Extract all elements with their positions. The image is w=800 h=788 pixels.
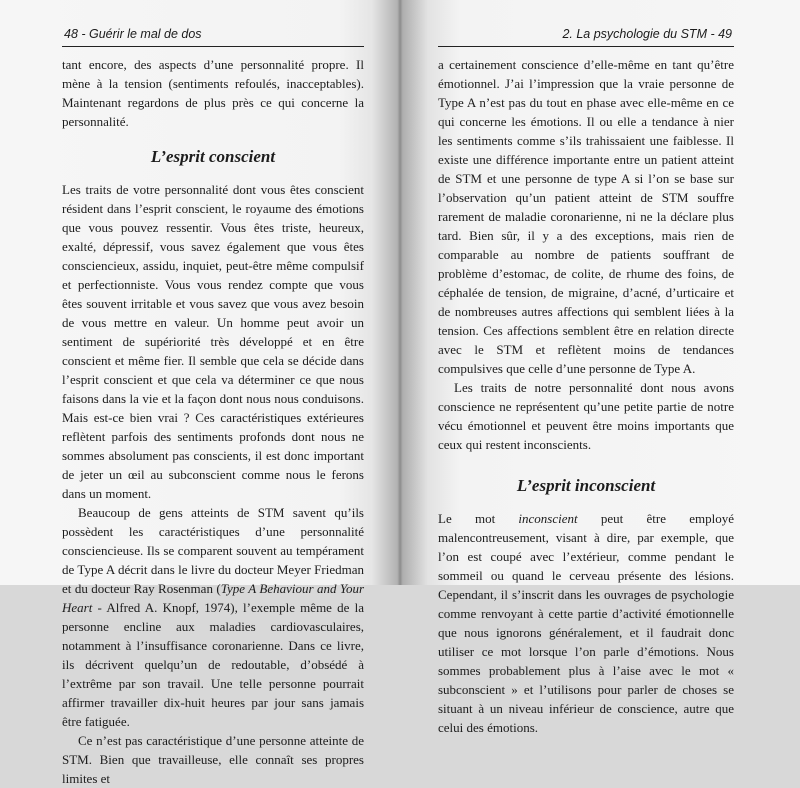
italic-word: inconscient (518, 511, 578, 526)
left-paragraph-3: Ce n’est pas caractéristique d’une personne atteinte de STM. Bien que travailleuse, elle connaît ses propres limites et (62, 733, 364, 786)
left-running-header: 48 - Guérir le mal de dos (64, 27, 202, 41)
right-paragraph-2-end: peut être employé malencontreusement, visant à dire, par exemple, que l’on est coupé avec l’extérieur, comme pendant le sommeil ou quand le cerveau présente des lésions. Cependant, il s’inscrit dans les ouvrages de psychologie comme renvoyant à cette partie d’activité émotionnelle que nous ignorons généralement, et il faudrait donc utiliser ce mot lorsque l’on parle d’émotions. Nous sommes probablement plus à l’aise avec le mot « subconscient » et l’utilisons pour parler de choses se situant à un niveau inférieur de conscience, autre que celui des émotions. (438, 511, 734, 735)
left-page-body (62, 55, 364, 788)
left-paragraph-1: Les traits de votre personnalité dont vous êtes conscient résident dans l’esprit conscient, le royaume des émotions que vous pouvez ressentir. Vous êtes triste, heureux, exalté, dépressif, vous savez également que vous êtes consciencieux, assidu, inquiet, peut-être même compulsif et perfectionniste. Vous vous rendez compte que vous êtes souvent irritable et vous savez que vous avez besoin de vous mettre en valeur. Un homme peut avoir un sentiment de supériorité très développé et en être conscient et même fier. Il semble que cela se décide dans l’esprit conscient et que cela va déterminer ce que nous faisons dans la vie et la façon dont nous nous conduisons. Mais est-ce bien vrai ? Ces caractéristiques extérieures reflètent parfois des sentiments profonds dont nous ne sommes absolument pas conscients, il est donc important de jeter un œil au subconscient comme nous le ferons dans un moment. (62, 182, 364, 501)
right-page (400, 0, 800, 735)
right-paragraph-1: Les traits de notre personnalité dont nous avons conscience ne représentent qu’une petite partie de notre vécu émotionnel et peuvent être moins importants que ceux qui restent inconscients. (438, 380, 734, 452)
section-title-unconscious: L’esprit inconscient (516, 476, 656, 495)
right-page-body (438, 55, 734, 737)
left-page (0, 0, 400, 786)
left-paragraph-2 (62, 503, 364, 731)
right-header-rule (438, 46, 734, 47)
left-paragraph-top: tant encore, des aspects d’une personnalité propre. Il mène à la tension (sentiments refoulés, inacceptables). Maintenant regardons de plus près ce qui concerne la personnalité. (62, 57, 364, 129)
left-paragraph-2-end: - Alfred A. Knopf, 1974), l’exemple même de la personne encline aux maladies cardiovasculaires, notamment à l’insuffisance coronarienne. Dans ce livre, ils décrivent quelqu’un de redoutable, d’obsédé à l’extrême par son travail. Une telle personne pourrait affirmer travailler dix-huit heures par jour sans jamais être fatiguée. (62, 600, 364, 729)
left-paragraph-2-start: Beaucoup de gens atteints de STM savent qu’ils possèdent les caractéristiques d’une personnalité consciencieuse. Ils se comparent souvent au tempérament de Type A décrit dans le livre du docteur Meyer Friedman et du docteur Ray Rosenman ( (62, 505, 364, 596)
right-paragraph-2-start: Le mot (438, 511, 519, 526)
left-header-rule (62, 46, 364, 47)
section-title-conscious: L’esprit conscient (150, 147, 276, 166)
right-paragraph-top: a certainement conscience d’elle-même en tant qu’être émotionnel. J’ai l’impression que la vraie personne de Type A n’est pas du tout en phase avec elle-même en ce qui concerne les émotions. Il ou elle a tendance à nier les sentiments comme s’ils trahissaient une faiblesse. Il existe une différence importante entre un patient atteint de STM et une personne de type A si l’on se base sur l’observation qu’un patient atteint de STM souffre rarement de maladie coronarienne, ni ne la déclare plus tard. Bien sûr, il y a des exceptions, mais rien de comparable au nombre de patients souffrant de problème d’estomac, de colite, de rhume des foins, de céphalée de tension, de migraine, d’acné, d’urticaire et de nombreuses autres affections qui semblent liées à la tension. Ces affections semblent être en relation directe avec le STM et reflètent moins de tendances compulsives que celle d’une personne de Type A. (438, 57, 734, 376)
right-paragraph-2 (438, 509, 734, 737)
right-running-header: 2. La psychologie du STM - 49 (562, 27, 732, 41)
book-title: Type A Behaviour and Your Heart (62, 581, 364, 615)
